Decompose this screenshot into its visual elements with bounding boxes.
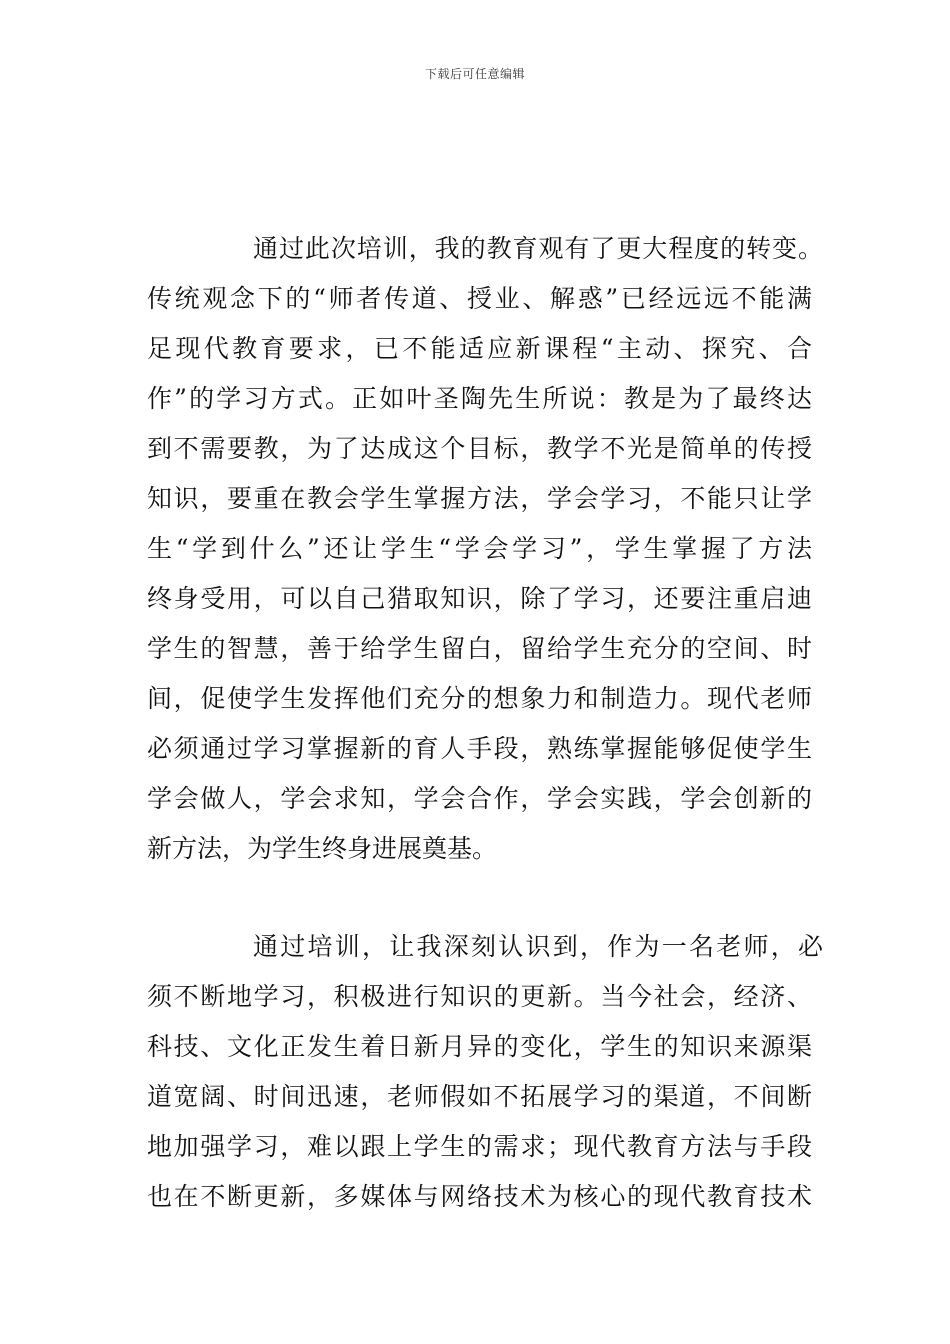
paragraph-1-line-8: 终身受用，可以自己猎取知识，除了学习，还要注重启迪: [147, 584, 812, 613]
paragraph-1-line-13: 新方法，为学生终身进展奠基。: [147, 834, 498, 863]
paragraph-1-line-9: 学生的智慧，善于给学生留白，留给学生充分的空间、时: [147, 634, 812, 663]
paragraph-2-line-1: 通过培训，让我深刻认识到，作为一名老师，必: [253, 932, 823, 961]
paragraph-2-line-4: 道宽阔、时间迅速，老师假如不拓展学习的渠道，不间断: [147, 1082, 812, 1111]
paragraph-1-line-5: 到不需要教，为了达成这个目标，教学不光是简单的传授: [147, 434, 812, 463]
paragraph-2-line-2: 须不断地学习，积极进行知识的更新。当今社会，经济、: [147, 982, 812, 1011]
paragraph-2-line-5: 地加强学习，难以跟上学生的需求；现代教育方法与手段: [147, 1132, 812, 1161]
header-note: 下载后可任意编辑: [424, 67, 525, 81]
paragraph-1-line-10: 间，促使学生发挥他们充分的想象力和制造力。现代老师: [147, 684, 812, 713]
paragraph-1-line-1: 通过此次培训，我的教育观有了更大程度的转变。: [253, 234, 823, 263]
paragraph-1-line-2: 传统观念下的“师者传道、授业、解惑”已经远远不能满: [147, 284, 812, 313]
paragraph-1-line-3: 足现代教育要求，已不能适应新课程“主动、探究、合: [147, 334, 812, 363]
paragraph-1-line-12: 学会做人，学会求知，学会合作，学会实践，学会创新的: [147, 784, 812, 813]
paragraph-1-line-4: 作”的学习方式。正如叶圣陶先生所说：教是为了最终达: [147, 384, 812, 413]
paragraph-1-line-6: 知识，要重在教会学生掌握方法，学会学习，不能只让学: [147, 484, 812, 513]
paragraph-2-line-3: 科技、文化正发生着日新月异的变化，学生的知识来源渠: [147, 1032, 812, 1061]
paragraph-2-line-6: 也在不断更新，多媒体与网络技术为核心的现代教育技术: [147, 1182, 812, 1211]
paragraph-1-line-7: 生“学到什么”还让学生“学会学习”，学生掌握了方法: [147, 534, 812, 563]
paragraph-1-line-11: 必须通过学习掌握新的育人手段，熟练掌握能够促使学生: [147, 734, 812, 763]
